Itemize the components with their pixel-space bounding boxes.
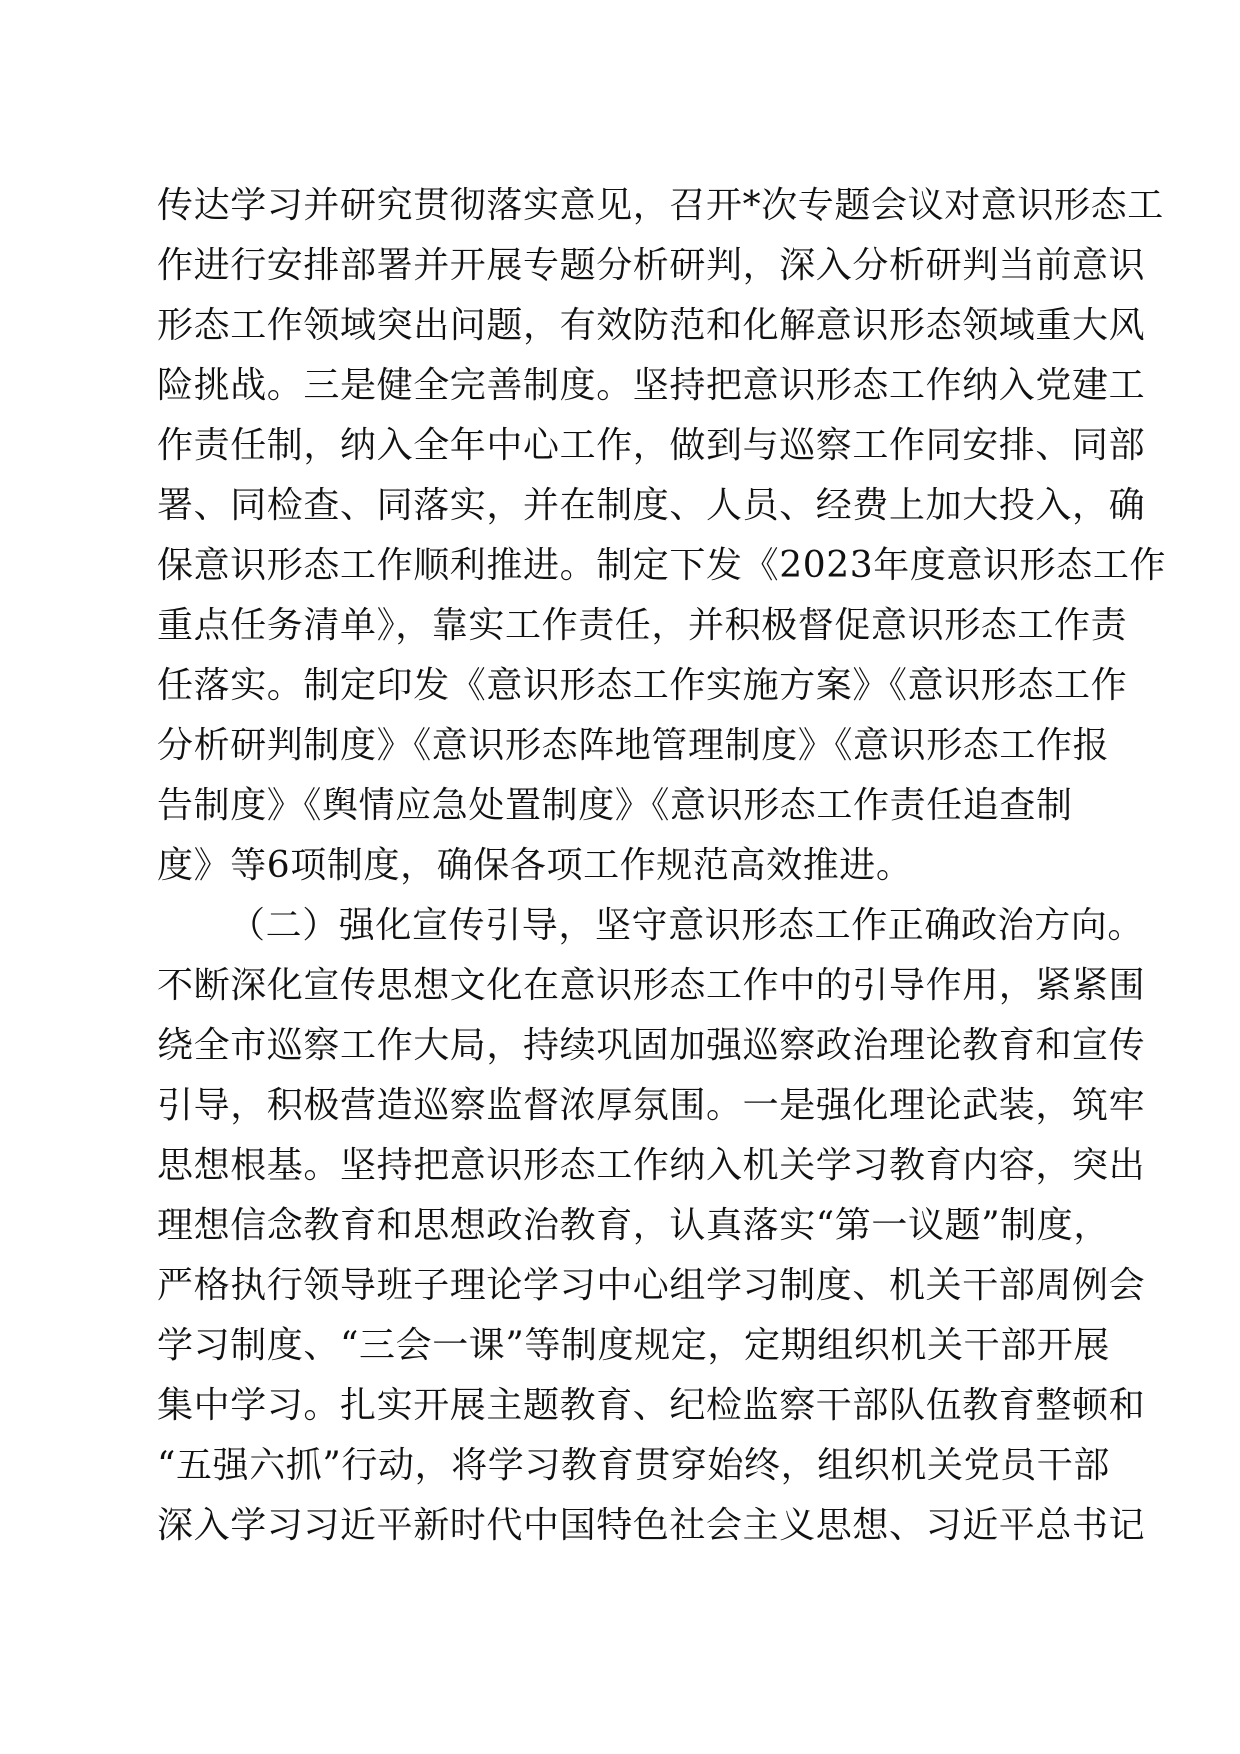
text-line: 分析研判制度》《意识形态阵地管理制度》《意识形态工作报	[157, 725, 1110, 766]
text-line: 形态工作领域突出问题，有效防范和化解意识形态领域重大风	[157, 305, 1146, 346]
text-line: 理想信念教育和思想政治教育，认真落实“第一议题”制度，	[157, 1205, 1111, 1246]
text-line: 作进行安排部署并开展专题分析研判，深入分析研判当前意识	[157, 245, 1146, 286]
text-line: 思想根基。坚持把意识形态工作纳入机关学习教育内容，突出	[157, 1145, 1146, 1186]
text-line: 署、同检查、同落实，并在制度、人员、经费上加大投入，确	[157, 485, 1146, 526]
text-line: 严格执行领导班子理论学习中心组学习制度、机关干部周例会	[157, 1265, 1146, 1306]
text-line: “五强六抓”行动，将学习教育贯穿始终，组织机关党员干部	[157, 1445, 1111, 1486]
text-line: 险挑战。三是健全完善制度。坚持把意识形态工作纳入党建工	[157, 365, 1146, 406]
text-line: 保意识形态工作顺利推进。制定下发《2023年度意识形态工作	[157, 545, 1167, 586]
text-line: 绕全市巡察工作大局，持续巩固加强巡察政治理论教育和宣传	[157, 1025, 1146, 1066]
section-heading: （二）强化宣传引导，坚守意识形态工作正确政治方向。	[229, 905, 1145, 946]
text-line: 作责任制，纳入全年中心工作，做到与巡察工作同安排、同部	[157, 425, 1146, 466]
text-line: 传达学习并研究贯彻落实意见，召开*次专题会议对意识形态工	[157, 185, 1164, 226]
text-line: 告制度》《舆情应急处置制度》《意识形态工作责任追查制	[157, 785, 1073, 826]
text-line: 学习制度、“三会一课”等制度规定，定期组织机关干部开展	[157, 1325, 1111, 1366]
text-line: 引导，积极营造巡察监督浓厚氛围。一是强化理论武装，筑牢	[157, 1085, 1146, 1126]
text-line: 任落实。制定印发《意识形态工作实施方案》《意识形态工作	[157, 665, 1128, 706]
text-line: 集中学习。扎实开展主题教育、纪检监察干部队伍教育整顿和	[157, 1385, 1146, 1426]
text-line: 深入学习习近平新时代中国特色社会主义思想、习近平总书记	[157, 1505, 1146, 1546]
text-line: 不断深化宣传思想文化在意识形态工作中的引导作用，紧紧围	[157, 965, 1146, 1006]
text-line: 度》等6项制度，确保各项工作规范高效推进。	[157, 845, 913, 886]
text-line: 重点任务清单》，靠实工作责任，并积极督促意识形态工作责	[157, 605, 1128, 646]
